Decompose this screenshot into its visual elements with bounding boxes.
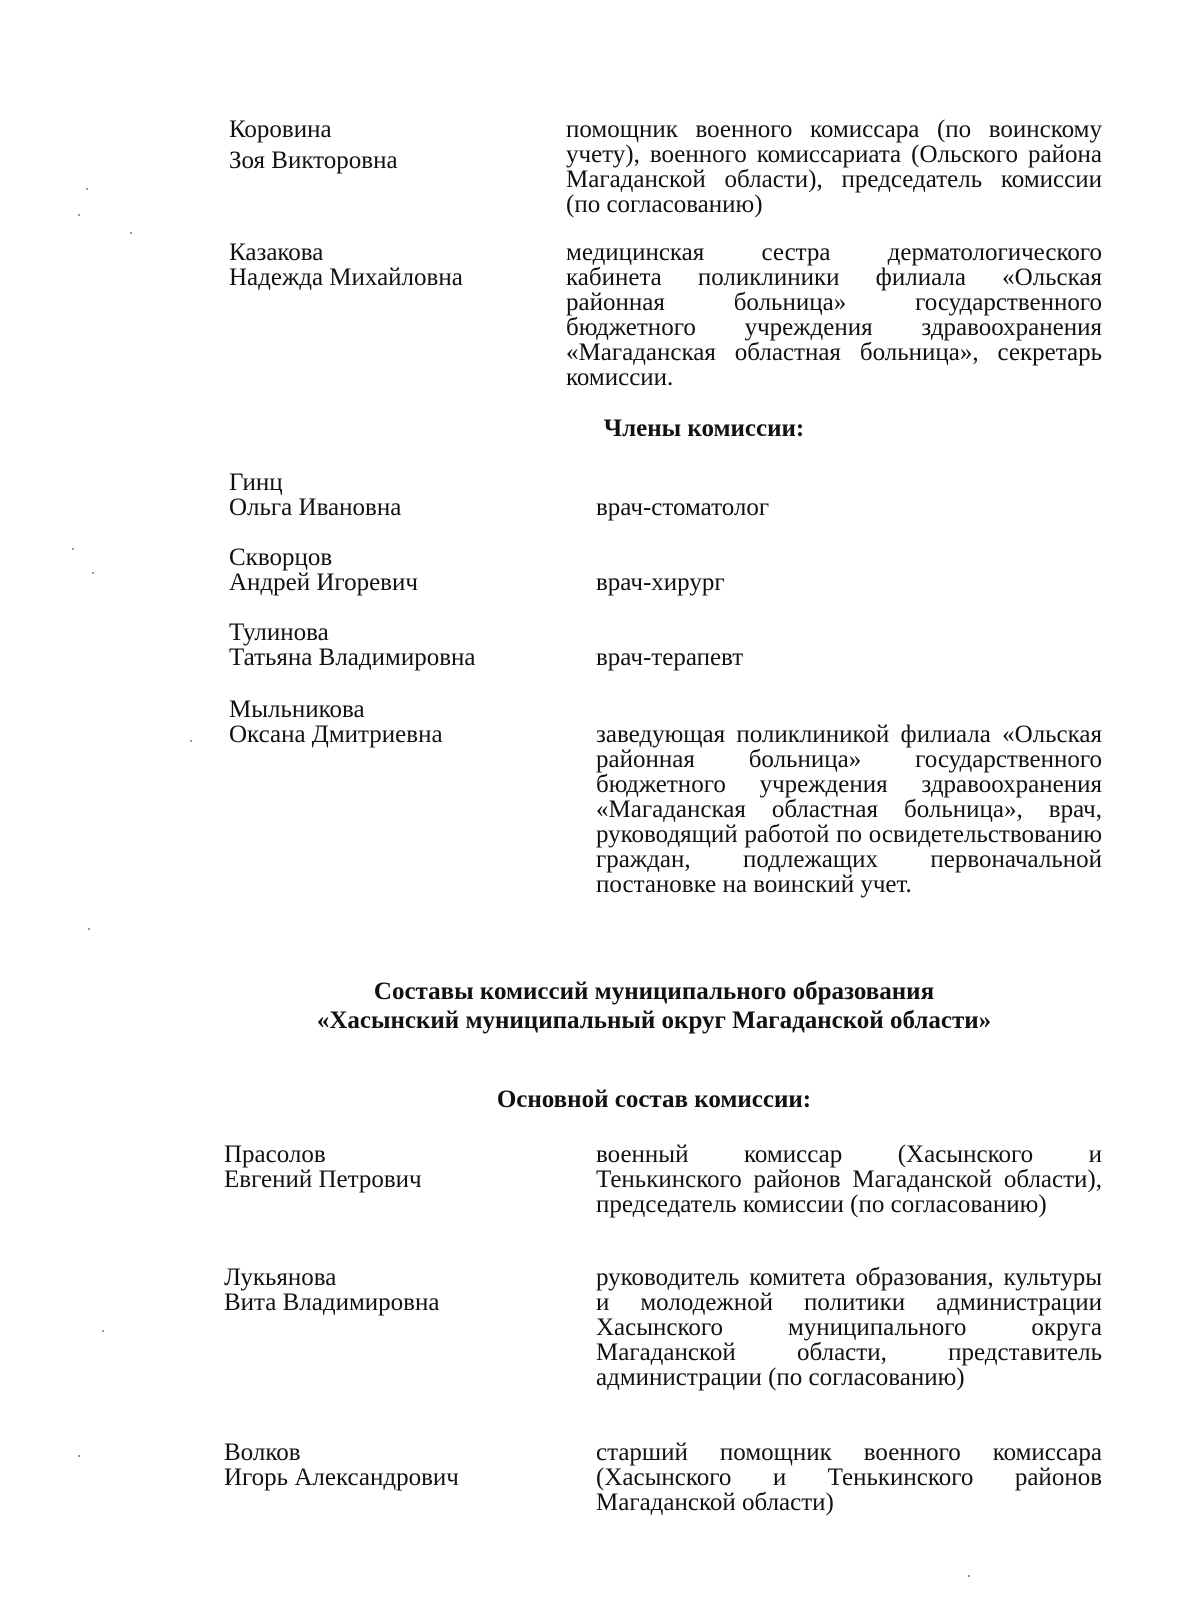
person-role: врач-терапевт — [596, 644, 744, 671]
scan-speck — [130, 232, 132, 234]
person-role: руководитель комитета образования, культуры и молодежной политики администрации Хасынского муниципального округа Магаданской области, представитель администрации (по согласованию) — [596, 1264, 1102, 1391]
person-role: помощник военного комиссара (по воинскому учету), военного комиссариата (Ольского района Магаданской области), председатель комиссии (по согласованию) — [566, 116, 1102, 218]
scan-speck — [86, 188, 88, 190]
person-given-names: Татьяна Владимировна — [229, 644, 476, 671]
person-name — [229, 117, 398, 173]
person-name — [229, 697, 443, 747]
person-name — [224, 1142, 422, 1192]
person-given-names: Ольга Ивановна — [229, 494, 402, 521]
person-surname: Мыльникова — [229, 696, 365, 723]
person-given-names: Надежда Михайловна — [229, 264, 463, 291]
person-given-names: Андрей Игоревич — [229, 569, 418, 596]
person-surname: Лукьянова — [224, 1264, 337, 1291]
scan-speck — [72, 548, 74, 550]
person-surname: Прасолов — [224, 1141, 326, 1168]
person-role: врач-стоматолог — [596, 494, 770, 521]
person-name — [229, 240, 463, 290]
person-name — [224, 1440, 459, 1490]
scan-speck — [78, 214, 80, 216]
scan-speck — [88, 928, 90, 930]
person-surname: Скворцов — [229, 544, 333, 571]
person-name — [229, 620, 475, 670]
person-name — [229, 470, 401, 520]
person-given-names: Евгений Петрович — [224, 1166, 422, 1193]
person-surname: Коровина — [229, 116, 332, 143]
main-composition-heading: Основной состав комиссии: — [496, 1086, 812, 1113]
person-role: медицинская сестра дерматологического кабинета поликлиники филиала «Ольская районная больница» государственного бюджетного учреждения здравоохранения «Магаданская областная больница», секретарь комиссии. — [566, 239, 1102, 391]
members-heading: Члены комиссии: — [603, 415, 805, 442]
scan-speck — [92, 572, 94, 574]
section-title-line1: Составы комиссий муниципального образования — [373, 978, 935, 1005]
person-given-names: Зоя Викторовна — [229, 147, 398, 174]
section-title-line2: «Хасынский муниципальный округ Магаданской области» — [316, 1007, 992, 1034]
person-surname: Волков — [224, 1439, 301, 1466]
scan-speck — [968, 1575, 970, 1577]
person-role: старший помощник военного комиссара (Хасынского и Тенькинского районов Магаданской области) — [596, 1439, 1102, 1516]
person-name — [229, 545, 418, 595]
person-surname: Тулинова — [229, 619, 329, 646]
person-surname: Казакова — [229, 239, 324, 266]
person-name — [224, 1265, 439, 1315]
scan-speck — [78, 1455, 80, 1457]
scan-speck — [190, 740, 192, 742]
person-role: военный комиссар (Хасынского и Тенькинского районов Магаданской области), председатель комиссии (по согласованию) — [596, 1141, 1102, 1218]
scan-speck — [102, 1330, 104, 1332]
person-given-names: Вита Владимировна — [224, 1289, 440, 1316]
person-role: врач-хирург — [596, 569, 725, 596]
person-given-names: Оксана Дмитриевна — [229, 721, 443, 748]
person-surname: Гинц — [229, 469, 283, 496]
person-role: заведующая поликлиникой филиала «Ольская районная больница» государственного бюджетного учреждения здравоохранения «Магаданская областная больница», врач, руководящий работой по освидетельствованию граждан, подлежащих первоначальной постановке на воинский учет. — [596, 721, 1102, 898]
person-given-names: Игорь Александрович — [224, 1464, 459, 1491]
